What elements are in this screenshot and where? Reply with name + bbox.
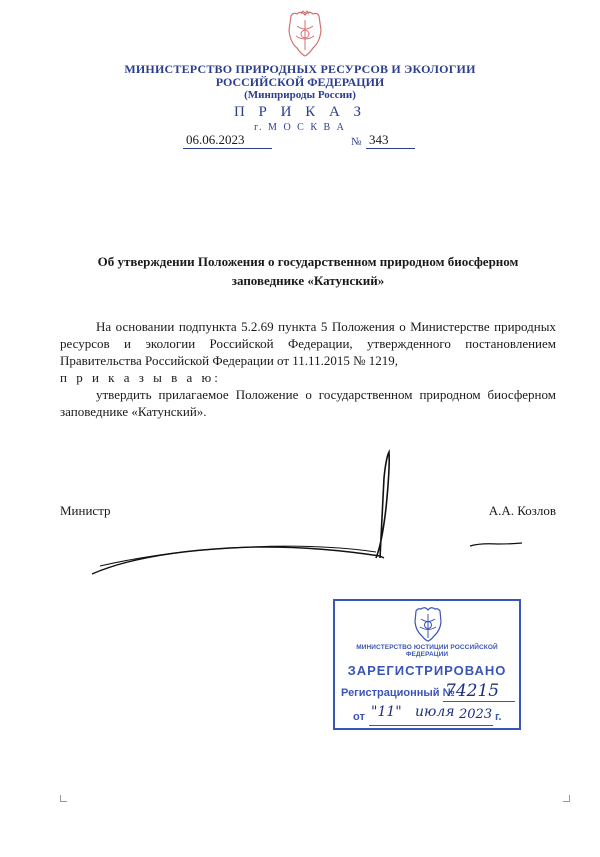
body-paragraph-approve: утвердить прилагаемое Положение о государственном природном биосферном заповеднике «Катунский». (60, 387, 556, 419)
stamp-number-underline (443, 701, 515, 702)
stamp-emblem-icon (413, 606, 443, 642)
signer-position: Министр (60, 503, 111, 518)
stamp-reg-number: 74215 (445, 681, 500, 701)
corner-mark-right (563, 795, 570, 802)
stamp-month: июля (415, 704, 455, 720)
stamp-year: 2023 (459, 707, 493, 722)
stamp-year-suffix: г. (495, 711, 502, 723)
ministry-name-line1: МИНИСТЕРСТВО ПРИРОДНЫХ РЕСУРСОВ И ЭКОЛОГИИ (124, 62, 476, 76)
body-prikazyvayu: п р и к а з ы в а ю: (60, 370, 221, 385)
ministry-name-line2: РОССИЙСКОЙ ФЕДЕРАЦИИ (215, 75, 385, 89)
ministry-short-name: (Минприроды России) (244, 89, 356, 101)
handwritten-signature (80, 448, 400, 583)
document-title: Об утверждении Положения о государственном природном биосферном заповеднике «Катунский» (97, 254, 519, 288)
stamp-date-underline (369, 725, 493, 726)
stamp-day: "11" (371, 704, 402, 720)
stamp-organization: МИНИСТЕРСТВО ЮСТИЦИИ РОССИЙСКОЙ ФЕДЕРАЦИИ (356, 644, 498, 658)
order-date: 06.06.2023 (183, 132, 272, 149)
signer-name: А.А. Козлов (488, 503, 556, 518)
stamp-registered: ЗАРЕГИСТРИРОВАНО (347, 663, 507, 678)
corner-mark-left (60, 795, 67, 802)
body-paragraph-basis: На основании подпункта 5.2.69 пункта 5 Положения о Министерстве природных ресурсов и экологии Российской Федерации, утвержденного постановлением Правительства Российской Федерации от 11.11.2015 № 1219, (60, 319, 556, 368)
registration-stamp (333, 599, 521, 730)
coat-of-arms-emblem (287, 10, 323, 58)
signature-mark (468, 540, 524, 550)
document-type: П Р И К А З (233, 104, 367, 120)
stamp-reg-number-label: Регистрационный № (341, 687, 455, 699)
stamp-date-prefix: от (353, 711, 365, 723)
order-number: 343 (366, 132, 415, 149)
order-number-label: № (351, 136, 362, 148)
city: г. М О С К В А (254, 122, 346, 133)
